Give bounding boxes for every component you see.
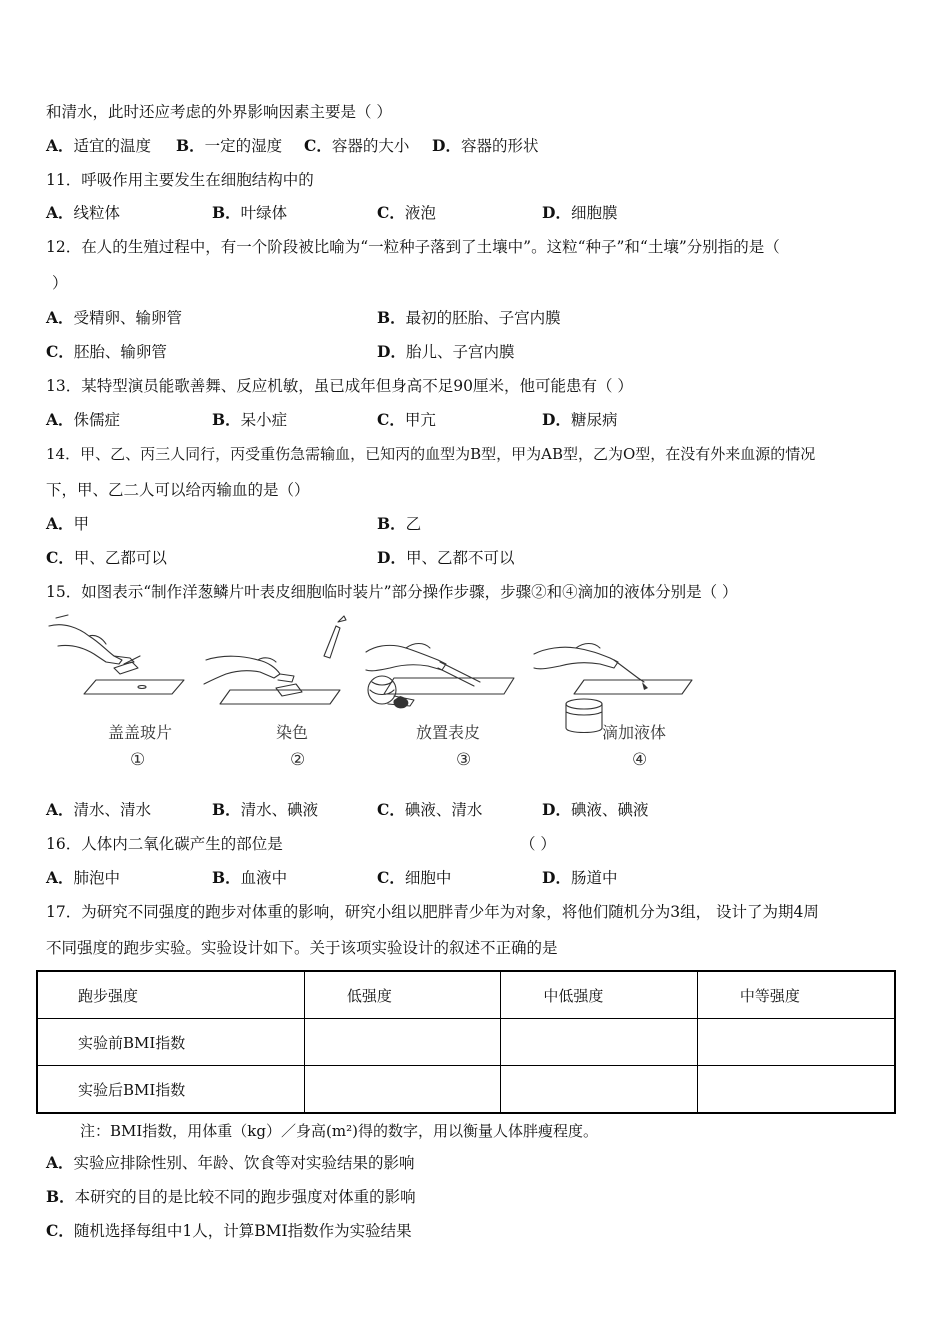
- table-header-cell: 跑步强度: [37, 971, 304, 1019]
- q17-option-a: A．实验应排除性别、年龄、饮食等对实验结果的影响: [46, 1153, 415, 1172]
- q15-option-b: B．清水、碘液: [212, 800, 319, 819]
- q13-option-a: A．侏儒症: [46, 410, 121, 429]
- q14-option-b: B．乙: [377, 514, 422, 533]
- q14-option-a: A．甲: [46, 514, 90, 533]
- step1-caption: 盖盖玻片: [108, 723, 173, 742]
- step1-number: ①: [130, 750, 146, 770]
- q11-option-b: B．叶绿体: [212, 203, 288, 222]
- q14-stem-line2: 下，甲、乙二人可以给丙输血的是（）: [46, 481, 310, 499]
- q12-option-b: B．最初的胚胎、子宫内膜: [377, 308, 561, 327]
- table-cell: [304, 1019, 501, 1066]
- q16-answer-paren: （ ）: [520, 835, 556, 853]
- step3-number: ③: [456, 750, 472, 770]
- q12-stem-line2: ）: [52, 274, 68, 292]
- step4-number: ④: [632, 750, 648, 770]
- step2-drawing: [204, 616, 346, 704]
- q14-stem-line1: 14．甲、乙、丙三人同行，丙受重伤急需输血，已知丙的血型为B型，甲为AB型，乙为O型，在没有外来血源的情况: [46, 445, 816, 463]
- table-cell: [501, 1066, 698, 1114]
- q15-stem: 15．如图表示“制作洋葱鳞片叶表皮细胞临时装片”部分操作步骤，步骤②和④滴加的液体分别是（ ）: [46, 583, 738, 601]
- slide-preparation-figure: [44, 612, 704, 777]
- q11-stem: 11．呼吸作用主要发生在细胞结构中的: [46, 171, 314, 189]
- q15-option-a: A．清水、清水: [46, 800, 152, 819]
- table-cell: [697, 1019, 895, 1066]
- table-cell: 实验前BMI指数: [37, 1019, 304, 1066]
- q16-stem: 16．人体内二氧化碳产生的部位是: [46, 835, 283, 853]
- q12-option-a: A．受精卵、输卵管: [46, 308, 183, 327]
- step3-drawing: [366, 644, 514, 707]
- table-row: [37, 1019, 895, 1066]
- table-note: 注：BMI指数，用体重（kg）／身高(m²)得的数字，用以衡量人体胖瘦程度。: [80, 1122, 598, 1140]
- q10-option-b: B．一定的湿度: [176, 136, 283, 155]
- q10-option-d: D．容器的形状: [432, 136, 539, 155]
- bmi-table: [36, 970, 896, 1114]
- q16-option-c: C．细胞中: [377, 868, 452, 887]
- table-header-cell: 中等强度: [697, 971, 895, 1019]
- table-cell: [501, 1019, 698, 1066]
- q14-option-d: D．甲、乙都不可以: [377, 548, 515, 567]
- q13-option-d: D．糖尿病: [542, 410, 618, 429]
- q11-option-a: A．线粒体: [46, 203, 121, 222]
- q17-option-c: C．随机选择每组中1人，计算BMI指数作为实验结果: [46, 1221, 412, 1240]
- q13-option-c: C．甲亢: [377, 410, 436, 429]
- q13-option-b: B．呆小症: [212, 410, 288, 429]
- table-cell: 实验后BMI指数: [37, 1066, 304, 1114]
- q12-option-c: C．胚胎、输卵管: [46, 342, 167, 361]
- q10-option-a: A．适宜的温度: [46, 136, 152, 155]
- table-header-cell: 低强度: [304, 971, 501, 1019]
- q16-option-b: B．血液中: [212, 868, 288, 887]
- q10-option-c: C．容器的大小: [304, 136, 410, 155]
- table-row: [37, 1066, 895, 1114]
- q15-option-d: D．碘液、碘液: [542, 800, 649, 819]
- table-header-row: [37, 971, 895, 1019]
- table-cell: [697, 1066, 895, 1114]
- q16-option-d: D．肠道中: [542, 868, 618, 887]
- q11-option-d: D．细胞膜: [542, 203, 618, 222]
- q16-option-a: A．肺泡中: [46, 868, 121, 887]
- q11-option-c: C．液泡: [377, 203, 436, 222]
- q12-stem-line1: 12．在人的生殖过程中，有一个阶段被比喻为“一粒种子落到了土壤中”。这粒“种子”和“土壤”分别指的是（: [46, 238, 780, 256]
- q10-stem-tail: 和清水，此时还应考虑的外界影响因素主要是（ ）: [46, 103, 392, 121]
- q17-stem-line2: 不同强度的跑步实验。实验设计如下。关于该项实验设计的叙述不正确的是: [46, 939, 558, 957]
- q17-option-b: B．本研究的目的是比较不同的跑步强度对体重的影响: [46, 1187, 416, 1206]
- step2-number: ②: [290, 750, 306, 770]
- step1-drawing: [49, 615, 184, 694]
- table-header-cell: 中低强度: [501, 971, 698, 1019]
- q15-option-c: C．碘液、清水: [377, 800, 483, 819]
- q13-stem: 13．某特型演员能歌善舞、反应机敏，虽已成年但身高不足90厘米，他可能患有（ ）: [46, 377, 633, 395]
- q14-option-c: C．甲、乙都可以: [46, 548, 167, 567]
- table-cell: [304, 1066, 501, 1114]
- q12-option-d: D．胎儿、子宫内膜: [377, 342, 515, 361]
- step3-caption: 放置表皮: [416, 723, 481, 742]
- step4-caption: 滴加液体: [602, 723, 667, 742]
- step2-caption: 染色: [276, 723, 309, 742]
- q17-stem-line1: 17．为研究不同强度的跑步对体重的影响，研究小组以肥胖青少年为对象，将他们随机分为3组， 设计了为期4周: [46, 903, 819, 921]
